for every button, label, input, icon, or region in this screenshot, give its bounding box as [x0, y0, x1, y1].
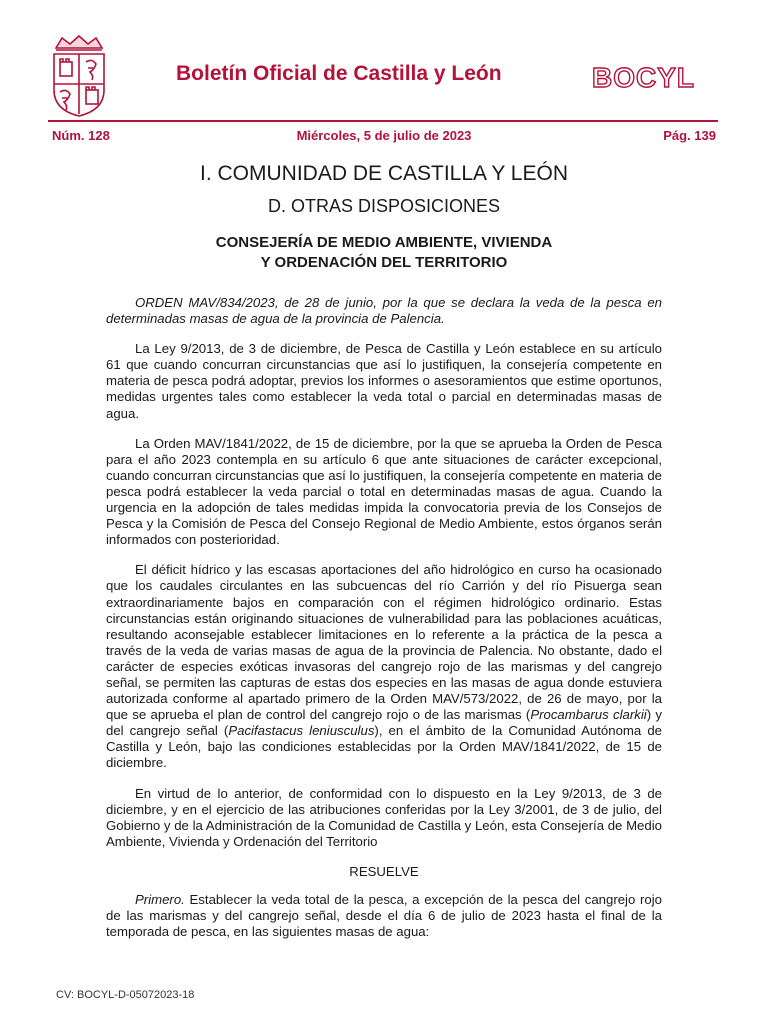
bocyl-logo-text: BOCYL: [592, 62, 695, 92]
paragraph-fishing-order: La Orden MAV/1841/2022, de 15 de diciembre, por la que se aprueba la Orden de Pesca para el año 2023 contempla en su artículo 6 que ante situaciones de carácter excepcional, cuando concurran circunstancias que así lo justifiquen, la consejería competente en materia de pesca podrá establecer la veda parcial o total en determinadas masas de agua. Cuando la urgencia en la adopción de tales medidas impida la convocatoria previa de los Consejos de Pesca y la Comisión de Pesca del Consejo Regional de Medio Ambiente, estos órganos serán informados con posterioridad.: [106, 435, 662, 548]
paragraph-water-deficit-b: ) y del cangrejo señal (: [106, 707, 663, 739]
verification-code: CV: BOCYL-D-05072023-18: [56, 989, 195, 1001]
first-text: Establecer la veda total de la pesca, a excepción de la pesca del cangrejo rojo de las marismas y del cangrejo señal, desde el día 6 de julio de 2023 hasta el final de la temporada de pesca, en las siguientes masas de agua:: [106, 892, 662, 940]
ministry-heading-line1: CONSEJERÍA DE MEDIO AMBIENTE, VIVIENDA: [215, 234, 553, 251]
page-number: Pág. 139: [663, 128, 716, 143]
document-body: [106, 295, 662, 954]
paragraph-water-deficit-a: El déficit hídrico y las escasas aportaciones del año hidrológico en curso ha ocasionado que los caudales circulantes en las subcuencas del río Carrión y del río Pisuerga sean extraordinariamente bajos en comparación con el régimen hidrológico ordinario. Estas circunstancias están originando situaciones de vulnerabilidad para las poblaciones acuáticas, resultando aconsejable establecer limitaciones en lo referente a la práctica de la pesca a través de la veda de varias masas de agua de la provincia de Palencia. No obstante, dado el carácter de especies exóticas invasoras del cangrejo rojo de las marismas y del cangrejo señal, se permiten las capturas de estas dos especies en las masas de agua donde estuviera autorizada conforme al apartado primero de la Orden MAV/573/2022, de 26 de mayo, por la que se aprueba el plan de control del cangrejo rojo o de las marismas (: [106, 562, 662, 723]
resolve-heading: RESUELVE: [349, 863, 419, 879]
paragraph-law: La Ley 9/2013, de 3 de diciembre, de Pesca de Castilla y León establece en su artículo 61 que cuando concurran circunstancias que así lo justifiquen, la consejería competente en materia de pesca podrá adoptar, previos los informes o asesoramientos que estime oportunos, medidas urgentes tales como establecer la veda total o parcial en determinadas masas de agua.: [106, 341, 662, 421]
paragraph-water-deficit: [106, 562, 662, 771]
species-procambarus: Procambarus clarkii: [530, 707, 647, 723]
header-divider: [48, 120, 718, 122]
order-title: ORDEN MAV/834/2023, de 28 de junio, por la que se declara la veda de la pesca en determinadas masas de agua de la provincia de Palencia.: [106, 295, 662, 327]
coat-of-arms-logo: [48, 34, 110, 118]
section-community: I. COMUNIDAD DE CASTILLA Y LEÓN: [200, 162, 568, 185]
section-other-provisions: D. OTRAS DISPOSICIONES: [267, 196, 501, 216]
paragraph-first: [106, 892, 662, 940]
paragraph-water-deficit-c: ), en el ámbito de la Comunidad Autónoma de Castilla y León, bajo las condiciones establecidas por la Orden MAV/1841/2022, de 15 de diciembre.: [106, 723, 662, 771]
bocyl-logo: [590, 62, 718, 92]
bulletin-title: Boletín Oficial de Castilla y León: [176, 62, 502, 85]
paragraph-legal-basis: En virtud de lo anterior, de conformidad con lo dispuesto en la Ley 9/2013, de 3 de diciembre, y en el ejercicio de las atribuciones conferidas por la Ley 3/2001, de 3 de julio, del Gobierno y de la Administración de la Comunidad de Castilla y León, esta Consejería de Medio Ambiente, Vivienda y Ordenación del Territorio: [106, 785, 662, 849]
issue-number: Núm. 128: [52, 128, 110, 143]
first-label: Primero.: [135, 892, 185, 907]
ministry-heading-line2: Y ORDENACIÓN DEL TERRITORIO: [260, 254, 508, 271]
issue-meta-row: [52, 128, 716, 143]
issue-date: Miércoles, 5 de julio de 2023: [296, 128, 472, 143]
ministry-heading: [0, 233, 768, 273]
species-pacifastacus: Pacifastacus leniusculus: [228, 723, 375, 739]
